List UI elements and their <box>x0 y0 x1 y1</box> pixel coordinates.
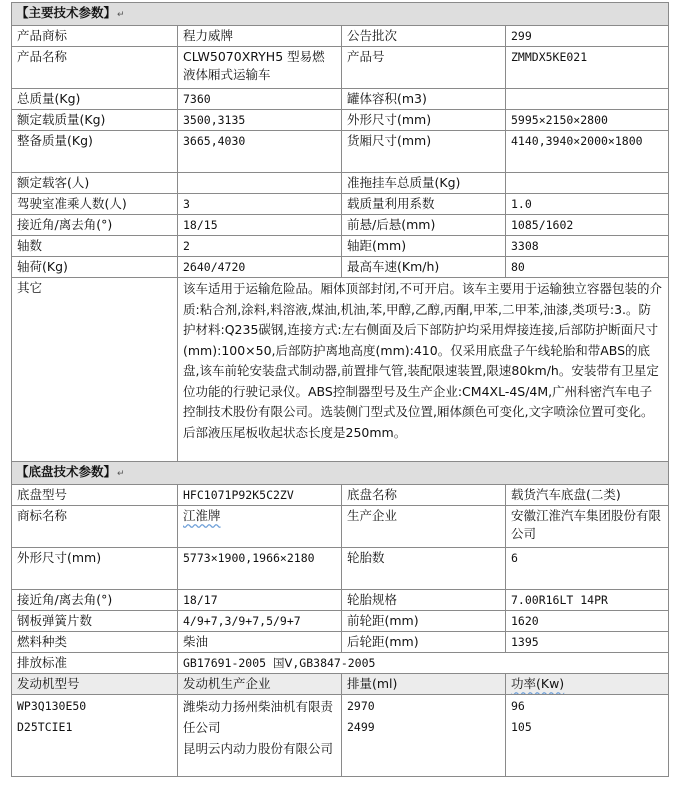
value-cell: 18/15 <box>178 215 342 236</box>
value-cell: 299 <box>506 26 669 47</box>
engine-displacements: 2970 2499 <box>342 695 506 777</box>
label-cell: 额定载客(人) <box>12 173 178 194</box>
label-cell: 公告批次 <box>342 26 506 47</box>
label-cell: 后轮距(mm) <box>342 632 506 653</box>
label-cell: 产品名称 <box>12 47 178 89</box>
table-row <box>12 548 669 590</box>
column-header: 发动机生产企业 <box>178 674 342 695</box>
label-cell: 总质量(Kg) <box>12 89 178 110</box>
label-cell: 货厢尺寸(mm) <box>342 131 506 173</box>
label-cell: 接近角/离去角(°) <box>12 590 178 611</box>
label-cell: 生产企业 <box>342 506 506 548</box>
table-row <box>12 215 669 236</box>
label-cell: 轴荷(Kg) <box>12 257 178 278</box>
paragraph-mark: ↵ <box>117 10 125 20</box>
paragraph-mark: ↵ <box>117 469 125 479</box>
engine-powers: 96 105 <box>506 695 669 777</box>
engine-row <box>12 695 669 777</box>
other-notes: 该车适用于运输危险品。厢体顶部封闭,不可开启。该车主要用于运输独立容器包装的介质:粘合剂,涂料,料溶液,煤油,机油,苯,甲醇,乙醇,丙酮,甲苯,二甲苯,油漆,类项号:3.。防护材料:Q235碳钢,连接方式:左右侧面及后下部防护均采用焊接连接,后部防护断面尺寸(mm):100×50,后部防护离地高度(mm):410。仅采用底盘子午线轮胎和带ABS的底盘,该车前轮安装盘式制动器,前置排气管,装配限速装置,限速80km/h。安装带有卫星定位功能的行驶记录仪。ABS控制器型号及生产企业:CM4XL-4S/4M,广州科密汽车电子控制技术股份有限公司。选装侧门型式及位置,厢体颜色可变化,文字喷涂位置可变化。后部液压尾板收起状态长度是250mm。 <box>178 278 669 462</box>
label-cell: 轴距(mm) <box>342 236 506 257</box>
label-cell: 产品商标 <box>12 26 178 47</box>
table-row <box>12 194 669 215</box>
table-row <box>12 278 669 462</box>
table-row <box>12 506 669 548</box>
label-cell: 底盘型号 <box>12 485 178 506</box>
label-cell: 轴数 <box>12 236 178 257</box>
value-cell: 程力威牌 <box>178 26 342 47</box>
value-cell: 7360 <box>178 89 342 110</box>
value-cell: 7.00R16LT 14PR <box>506 590 669 611</box>
table-row <box>12 89 669 110</box>
engine-models: WP3Q130E50 D25TCIE1 <box>12 695 178 777</box>
value-cell: 18/17 <box>178 590 342 611</box>
table-row <box>12 590 669 611</box>
spec-table <box>11 2 669 777</box>
table-row <box>12 236 669 257</box>
value-cell: 4140,3940×2000×1800 <box>506 131 669 173</box>
value-cell: 1085/1602 <box>506 215 669 236</box>
chassis-section-header <box>12 462 669 485</box>
label-cell: 前悬/后悬(mm) <box>342 215 506 236</box>
label-cell: 商标名称 <box>12 506 178 548</box>
column-header: 排量(ml) <box>342 674 506 695</box>
brand-name: 江淮牌 <box>183 508 221 523</box>
value-cell: 3500,3135 <box>178 110 342 131</box>
value-cell: 5773×1900,1966×2180 <box>178 548 342 590</box>
label-cell: 最高车速(Km/h) <box>342 257 506 278</box>
engine-header-row <box>12 674 669 695</box>
column-header <box>506 674 669 695</box>
section-title: 【主要技术参数】 <box>16 5 117 20</box>
value-cell: 5995×2150×2800 <box>506 110 669 131</box>
value-cell: 1395 <box>506 632 669 653</box>
table-row <box>12 173 669 194</box>
table-row <box>12 47 669 89</box>
label-cell: 外形尺寸(mm) <box>12 548 178 590</box>
value-cell: 80 <box>506 257 669 278</box>
column-header: 发动机型号 <box>12 674 178 695</box>
value-cell: 3665,4030 <box>178 131 342 173</box>
value-cell: 柴油 <box>178 632 342 653</box>
label-cell: 驾驶室准乘人数(人) <box>12 194 178 215</box>
main-section-header <box>12 3 669 26</box>
label-cell: 载质量利用系数 <box>342 194 506 215</box>
label-cell: 轮胎规格 <box>342 590 506 611</box>
value-cell <box>506 89 669 110</box>
value-cell: 1620 <box>506 611 669 632</box>
label-cell: 产品号 <box>342 47 506 89</box>
value-cell <box>178 506 342 548</box>
value-cell <box>506 173 669 194</box>
value-cell: ZMMDX5KE021 <box>506 47 669 89</box>
value-cell: CLW5070XRYH5 型易燃液体厢式运输车 <box>178 47 342 89</box>
power-header: 功率(Kw) <box>511 676 565 691</box>
label-cell: 底盘名称 <box>342 485 506 506</box>
label-cell: 轮胎数 <box>342 548 506 590</box>
label-cell: 准拖挂车总质量(Kg) <box>342 173 506 194</box>
value-cell: 2640/4720 <box>178 257 342 278</box>
value-cell: GB17691-2005 国Ⅴ,GB3847-2005 <box>178 653 669 674</box>
label-cell: 接近角/离去角(°) <box>12 215 178 236</box>
value-cell <box>178 173 342 194</box>
label-cell: 排放标准 <box>12 653 178 674</box>
value-cell: 4/9+7,3/9+7,5/9+7 <box>178 611 342 632</box>
label-cell: 外形尺寸(mm) <box>342 110 506 131</box>
label-cell: 前轮距(mm) <box>342 611 506 632</box>
engine-makers: 潍柴动力扬州柴油机有限责任公司 昆明云内动力股份有限公司 <box>178 695 342 777</box>
section-title: 【底盘技术参数】 <box>16 464 117 479</box>
value-cell: 载货汽车底盘(二类) <box>506 485 669 506</box>
table-row <box>12 26 669 47</box>
value-cell: 3308 <box>506 236 669 257</box>
table-row <box>12 485 669 506</box>
value-cell: HFC1071P92K5C2ZV <box>178 485 342 506</box>
table-row <box>12 632 669 653</box>
table-row <box>12 257 669 278</box>
table-row <box>12 653 669 674</box>
value-cell: 2 <box>178 236 342 257</box>
value-cell: 1.0 <box>506 194 669 215</box>
label-cell: 整备质量(Kg) <box>12 131 178 173</box>
label-cell: 钢板弹簧片数 <box>12 611 178 632</box>
label-cell: 其它 <box>12 278 178 462</box>
value-cell: 安徽江淮汽车集团股份有限公司 <box>506 506 669 548</box>
table-row <box>12 110 669 131</box>
table-row <box>12 131 669 173</box>
value-cell: 3 <box>178 194 342 215</box>
value-cell: 6 <box>506 548 669 590</box>
table-row <box>12 611 669 632</box>
label-cell: 燃料种类 <box>12 632 178 653</box>
label-cell: 罐体容积(m3) <box>342 89 506 110</box>
label-cell: 额定载质量(Kg) <box>12 110 178 131</box>
